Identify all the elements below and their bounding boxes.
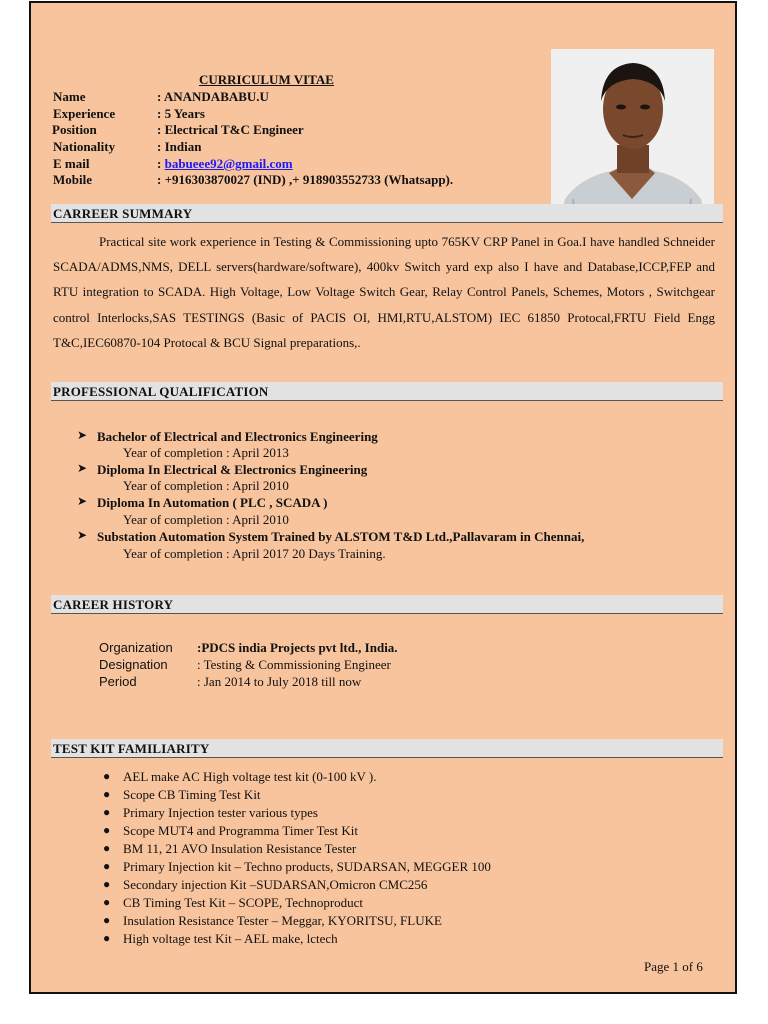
email-value [157, 156, 293, 172]
arrow-bullet-icon: ➤ [77, 428, 88, 442]
list-item [103, 931, 338, 947]
profile-photo-image [551, 49, 714, 217]
bullet-icon: ● [103, 913, 111, 927]
bullet-icon: ● [103, 769, 111, 783]
list-item [103, 841, 357, 857]
list-item [103, 895, 364, 911]
name-value: : ANANDABABU.U [157, 89, 269, 104]
designation-label: Designation [99, 657, 168, 672]
bullet-icon: ● [103, 859, 111, 873]
organization-value: :PDCS india Projects pvt ltd., India. [197, 640, 398, 655]
testkit-text: AEL make AC High voltage test kit (0-100 kV ). [123, 769, 377, 784]
qualification-year: Year of completion : April 2013 [123, 445, 289, 460]
nationality-label: Nationality [53, 139, 116, 154]
qualification-item [77, 494, 328, 511]
section-header-summary [51, 204, 723, 223]
arrow-bullet-icon: ➤ [77, 528, 88, 542]
designation-value: : Testing & Commissioning Engineer [197, 657, 391, 672]
bullet-icon: ● [103, 805, 111, 819]
testkit-text: High voltage test Kit – AEL make, lctech [123, 931, 338, 946]
list-item [103, 859, 491, 875]
qualification-title: Diploma In Automation ( PLC , SCADA ) [97, 495, 328, 510]
name-label: Name [53, 89, 86, 104]
organization-label: Organization [99, 640, 173, 655]
qualification-item [77, 428, 378, 445]
experience-label: Experience [53, 106, 116, 121]
qualification-title: Diploma In Electrical & Electronics Engineering [97, 462, 368, 477]
profile-photo [551, 49, 714, 217]
testkit-text: Primary Injection tester various types [123, 805, 318, 820]
list-item [103, 913, 442, 929]
qualification-year: Year of completion : April 2010 [123, 478, 289, 493]
email-label: E mail [53, 156, 90, 171]
position-label: Position [52, 122, 97, 137]
testkit-text: Secondary injection Kit –SUDARSAN,Omicron CMC256 [123, 877, 428, 892]
qualification-title: Bachelor of Electrical and Electronics Engineering [97, 429, 378, 444]
section-title-testkit: TEST KIT FAMILIARITY [53, 741, 210, 756]
position-value: : Electrical T&C Engineer [157, 122, 304, 137]
bullet-icon: ● [103, 877, 111, 891]
testkit-text: Scope MUT4 and Programma Timer Test Kit [123, 823, 359, 838]
section-header-history [51, 595, 723, 614]
period-value: : Jan 2014 to July 2018 till now [197, 674, 362, 689]
testkit-text: BM 11, 21 AVO Insulation Resistance Tester [123, 841, 357, 856]
qualification-item [77, 461, 368, 478]
bullet-icon: ● [103, 931, 111, 945]
document-title: CURRICULUM VITAE [199, 72, 334, 87]
section-header-testkit [51, 739, 723, 758]
list-item [103, 787, 261, 803]
nationality-value: : Indian [157, 139, 202, 154]
list-item [103, 877, 428, 893]
list-item [103, 769, 377, 785]
career-summary [53, 229, 715, 355]
mobile-label: Mobile [53, 172, 92, 187]
email-link[interactable]: babueee92@gmail.com [164, 156, 293, 171]
qualification-year: Year of completion : April 2010 [123, 512, 289, 527]
experience-value: : 5 Years [157, 106, 205, 121]
arrow-bullet-icon: ➤ [77, 494, 88, 508]
section-header-qualification [51, 382, 723, 401]
qualification-title: Substation Automation System Trained by ALSTOM T&D Ltd.,Pallavaram in Chennai, [97, 529, 585, 544]
section-title-summary: CARREER SUMMARY [53, 206, 193, 221]
bullet-icon: ● [103, 841, 111, 855]
period-label: Period [99, 674, 137, 689]
bullet-icon: ● [103, 787, 111, 801]
testkit-text: CB Timing Test Kit – SCOPE, Technoproduct [123, 895, 364, 910]
section-title-qualification: PROFESSIONAL QUALIFICATION [53, 384, 269, 399]
testkit-text: Primary Injection kit – Techno products, SUDARSAN, MEGGER 100 [123, 859, 491, 874]
list-item [103, 823, 359, 839]
list-item [103, 805, 318, 821]
resume-page [29, 1, 737, 994]
section-title-history: CAREER HISTORY [53, 597, 174, 612]
bullet-icon: ● [103, 823, 111, 837]
arrow-bullet-icon: ➤ [77, 461, 88, 475]
qualification-year: Year of completion : April 2017 20 Days Training. [123, 546, 386, 561]
bullet-icon: ● [103, 895, 111, 909]
qualification-item [77, 528, 585, 545]
testkit-text: Scope CB Timing Test Kit [123, 787, 261, 802]
email-prefix: : [157, 156, 165, 171]
testkit-text: Insulation Resistance Tester – Meggar, KYORITSU, FLUKE [123, 913, 442, 928]
mobile-value: : +916303870027 (IND) ,+ 918903552733 (Whatsapp). [157, 172, 454, 187]
page-number: Page 1 of 6 [644, 959, 703, 974]
career-summary-text: Practical site work experience in Testing & Commissioning upto 765KV CRP Panel in Goa.I have handled Schneider SCADA/ADMS,NMS, DELL servers(hardware/software), 400kv Switch yard exp also I have and Database,ICCP,FEP and RTU integration to SCADA. High Voltage, Low Voltage Switch Gear, Relay Control Panels, Schemes, Motors , Switchgear control Interlocks,SAS TESTINGS (Basic of PACIS OI, HMI,RTU,ALSTOM) IEC 61850 Protocal,FRTU Field Engg T&C,IEC60870-104 Protocal & BCU Signal preparations,. [53, 234, 715, 350]
